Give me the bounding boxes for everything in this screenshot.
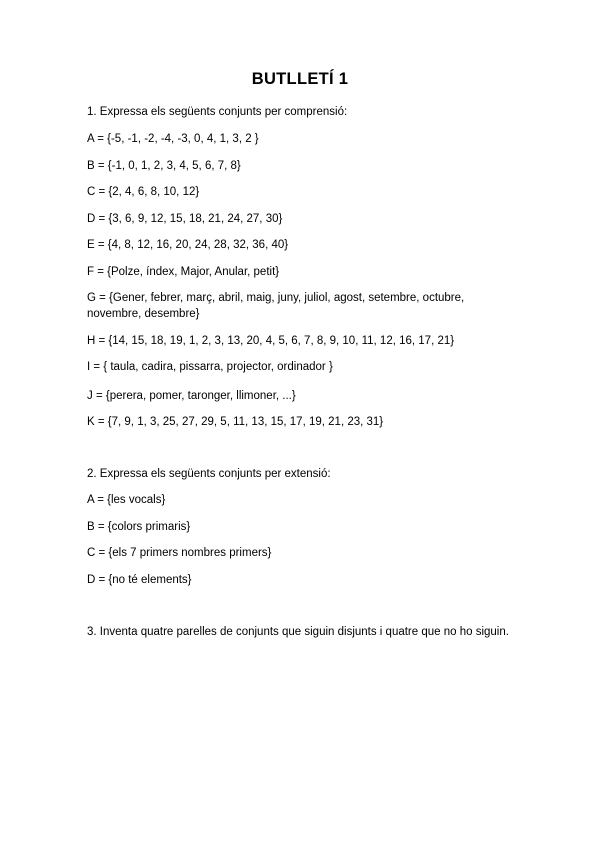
set-c-extension: C = {els 7 primers nombres primers}	[87, 547, 272, 559]
section-3-heading: 3. Inventa quatre parelles de conjunts que siguin disjunts i quatre que no ho siguin.	[87, 626, 509, 638]
set-e-comprehension: E = {4, 8, 12, 16, 20, 24, 28, 32, 36, 40}	[87, 239, 289, 251]
page-title: BUTLLETÍ 1	[251, 70, 349, 88]
set-i-comprehension: I = { taula, cadira, pissarra, projector, ordinador }	[87, 361, 333, 373]
set-a-comprehension: A = {-5, -1, -2, -4, -3, 0, 4, 1, 3, 2 }	[87, 133, 259, 145]
set-k-comprehension: K = {7, 9, 1, 3, 25, 27, 29, 5, 11, 13, 15, 17, 19, 21, 23, 31}	[87, 416, 384, 428]
set-a-extension: A = {les vocals}	[87, 494, 166, 506]
set-g-comprehension: G = {Gener, febrer, març, abril, maig, juny, juliol, agost, setembre, octubre, novembre, desembre}	[87, 292, 465, 320]
set-b-comprehension: B = {-1, 0, 1, 2, 3, 4, 5, 6, 7, 8}	[87, 160, 241, 172]
section-1-heading: 1. Expressa els següents conjunts per comprensió:	[87, 106, 348, 118]
section-2-heading: 2. Expressa els següents conjunts per extensió:	[87, 468, 331, 480]
set-j-comprehension: J = {perera, pomer, taronger, llimoner, ...}	[87, 390, 296, 402]
set-f-comprehension: F = {Polze, índex, Major, Anular, petit}	[87, 266, 280, 278]
set-b-extension: B = {colors primaris}	[87, 521, 191, 533]
set-d-extension: D = {no té elements}	[87, 574, 192, 586]
set-d-comprehension: D = {3, 6, 9, 12, 15, 18, 21, 24, 27, 30}	[87, 213, 283, 225]
set-h-comprehension: H = {14, 15, 18, 19, 1, 2, 3, 13, 20, 4, 5, 6, 7, 8, 9, 10, 11, 12, 16, 17, 21}	[87, 335, 455, 347]
set-c-comprehension: C = {2, 4, 6, 8, 10, 12}	[87, 186, 200, 198]
